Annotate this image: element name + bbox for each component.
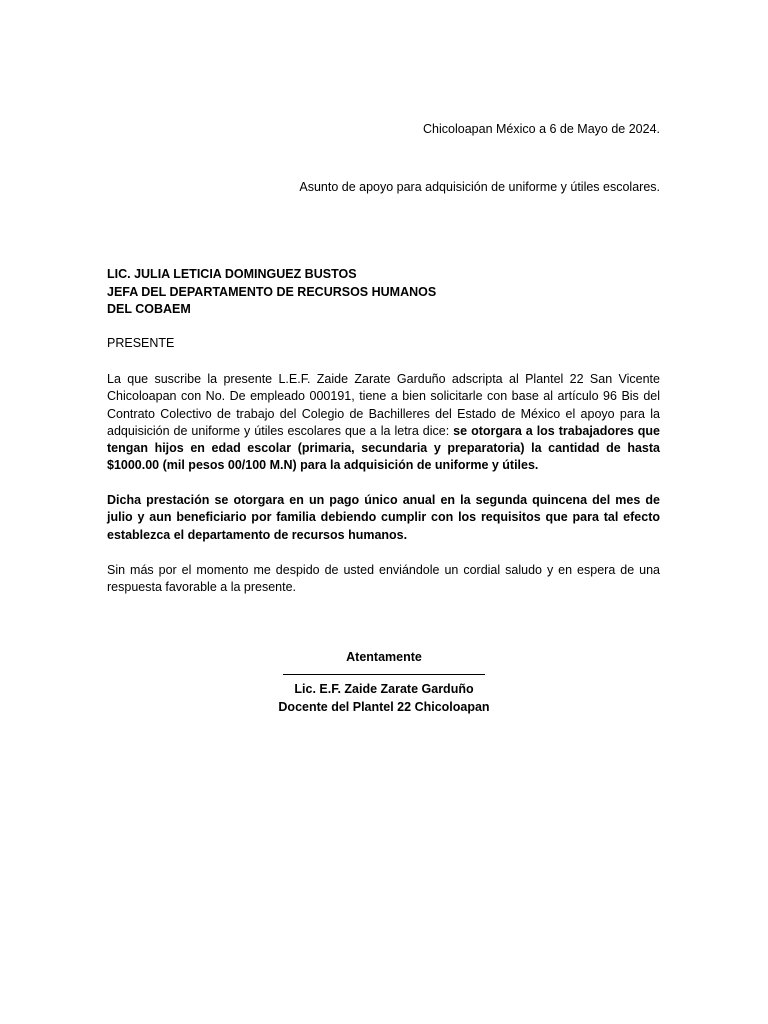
salutation: PRESENTE bbox=[107, 336, 175, 350]
signer-title: Docente del Plantel 22 Chicoloapan bbox=[278, 699, 490, 714]
recipient-name: LIC. JULIA LETICIA DOMINGUEZ BUSTOS bbox=[107, 267, 357, 281]
body-paragraph-benefit: Dicha prestación se otorgara en un pago único anual en la segunda quincena del mes de julio y aun beneficiario por familia debiendo cumplir con los requisitos que para tal efecto establezca el departamento de recursos humanos. bbox=[107, 493, 660, 542]
paragraph-request-text: La que suscribe la presente L.E.F. Zaide Zarate Garduño adscripta al Plantel 22 San Vicente Chicoloapan con No. De empleado 000191, tiene a bien solicitarle con base al artículo 96 Bis del Contrato Colectivo de trabajo del Colegio de Bachilleres del Estado de México el apoyo para la adquisición de uniforme y útiles escolares que a la letra dice: bbox=[107, 372, 660, 438]
letter-subject: Asunto de apoyo para adquisición de uniforme y útiles escolares. bbox=[299, 180, 660, 194]
signature-line bbox=[283, 674, 485, 675]
signature-block bbox=[0, 649, 768, 716]
closing-word: Atentamente bbox=[346, 650, 422, 664]
signer-name: Lic. E.F. Zaide Zarate Garduño bbox=[294, 682, 474, 697]
recipient-position: JEFA DEL DEPARTAMENTO DE RECURSOS HUMANOS bbox=[107, 284, 437, 299]
recipient-block bbox=[107, 266, 436, 319]
letter-date: Chicoloapan México a 6 de Mayo de 2024. bbox=[423, 122, 660, 136]
recipient-institution: DEL COBAEM bbox=[107, 302, 191, 316]
body-paragraph-farewell: Sin más por el momento me despido de usted enviándole un cordial saludo y en espera de una respuesta favorable a la presente. bbox=[107, 563, 660, 595]
body-paragraph-request bbox=[107, 371, 660, 475]
paragraph-request-quote: se otorgara a los trabajadores que tengan hijos en edad escolar (primaria, secundaria y preparatoria) la cantidad de hasta $1000.00 (mil pesos 00/100 M.N) para la adquisición de uniforme y útiles. bbox=[107, 423, 660, 473]
